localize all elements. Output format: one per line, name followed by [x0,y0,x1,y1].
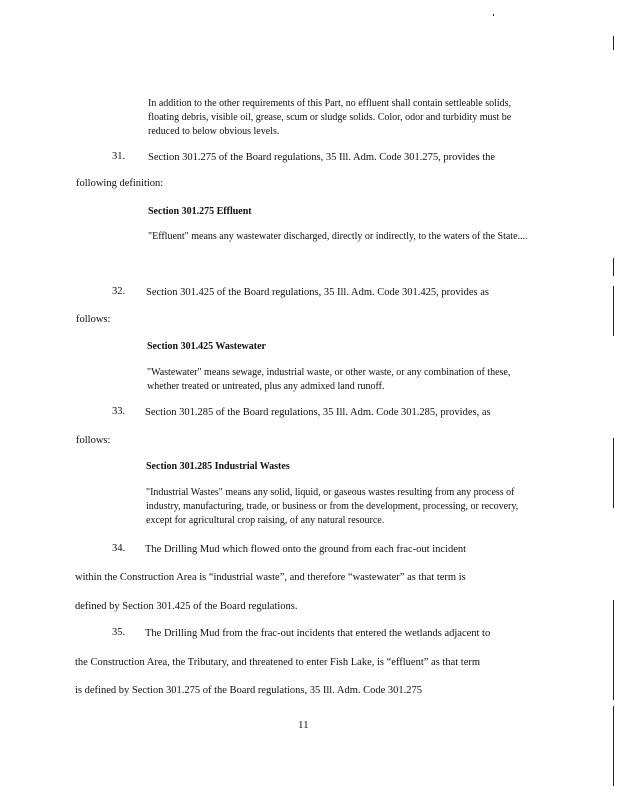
scan-edge-mark [613,600,614,700]
para-34-line2: within the Construction Area is “industrial waste”, and therefore “wastewater” as that term is [75,572,466,583]
wastewater-definition: "Wastewater" means sewage, industrial waste, or other waste, or any combination of these, whether treated or untreated, plus any admixed land runoff. [147,367,511,392]
scan-edge-mark [613,438,614,508]
para-33-line2: follows: [76,435,111,446]
scan-edge-mark [613,258,614,276]
para-32-line2: follows: [76,314,111,325]
para-33-line1: Section 301.285 of the Board regulations, 35 Ill. Adm. Code 301.285, provides, as [145,407,491,418]
para-31-line2: following definition: [76,178,164,189]
para-35-line3: is defined by Section 301.275 of the Board regulations, 35 Ill. Adm. Code 301.275 [75,685,423,696]
scan-edge-mark [613,706,614,786]
quote-intro: In addition to the other requirements of this Part, no effluent shall contain settleable solids, floating debris, visible oil, grease, scum or sludge solids. Color, odor and turbidity must be reduced to below obvious levels. [148,98,512,137]
section-301-285-heading: Section 301.285 Industrial Wastes [146,461,290,472]
scan-edge-mark [613,36,614,50]
effluent-definition: "Effluent" means any wastewater discharged, directly or indirectly, to the waters of the State.... [148,231,528,242]
industrial-wastes-definition: "Industrial Wastes" means any solid, liquid, or gaseous wastes resulting from any process of industry, manufacturing, trade, or business or from the development, processing, or recovery, except for agricultural crop raising, of any natural resource. [146,487,519,526]
para-34-line3: defined by Section 301.425 of the Board regulations. [75,601,298,612]
scan-edge-mark [613,286,614,336]
para-34-line1: The Drilling Mud which flowed onto the ground from each frac-out incident [145,544,467,555]
para-35-number: 35. [112,627,126,638]
scan-speck [493,14,494,16]
para-33-number: 33. [112,406,126,417]
para-35-line1: The Drilling Mud from the frac-out incidents that entered the wetlands adjacent to [145,628,491,639]
para-34-number: 34. [112,543,126,554]
page-number: 11 [298,719,309,731]
section-301-275-heading: Section 301.275 Effluent [148,206,252,217]
para-31-line1: Section 301.275 of the Board regulations, 35 Ill. Adm. Code 301.275, provides the [148,152,496,163]
section-301-425-heading: Section 301.425 Wastewater [147,341,266,352]
para-31-number: 31. [112,151,126,162]
para-32-line1: Section 301.425 of the Board regulations, 35 Ill. Adm. Code 301.425, provides as [146,287,489,298]
para-35-line2: the Construction Area, the Tributary, and threatened to enter Fish Lake, is “effluent” as that term [75,657,481,668]
para-32-number: 32. [112,286,126,297]
